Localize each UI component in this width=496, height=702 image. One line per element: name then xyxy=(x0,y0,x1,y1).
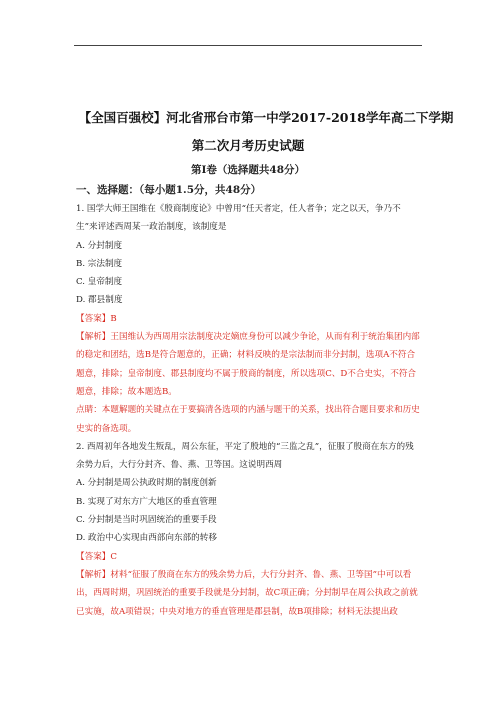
option-b: B. 宗法制度 xyxy=(76,258,123,269)
questions-content xyxy=(76,200,422,621)
option-d: D. 政治中心实现由西部向东部的转移 xyxy=(76,533,217,544)
answer-label: 【答案】C xyxy=(76,551,117,562)
tip-text: 点睛：本题解题的关键点在于要搞清各选项的内涵与题干的关系，找出符合题目要求和历史史实的备选项。 xyxy=(76,405,420,434)
answer-label: 【答案】B xyxy=(76,313,117,324)
header-rule xyxy=(74,45,422,46)
option-b: B. 实现了对东方广大地区的垂直管理 xyxy=(76,496,217,507)
document-subtitle: 第二次月考历史试题 xyxy=(191,138,305,153)
option-a: A. 分封制是周公执政时期的制度创新 xyxy=(76,478,217,489)
option-c: C. 皇帝制度 xyxy=(76,277,123,288)
option-d: D. 郡县制度 xyxy=(76,295,123,306)
question-stem: 2. 西周初年各地发生叛乱，周公东征，平定了殷地的“三监之乱”，征服了殷商在东方的残余势力后，大行分封齐、鲁、燕、卫等国。这说明西周 xyxy=(76,441,414,471)
question-stem: 1. 国学大师王国维在《殷商制度论》中曾用“任天者定，任人者争；定之以天，争乃不生”来评述西周某一政治制度，该制度是 xyxy=(76,204,401,233)
analysis-text: 【解析】王国维认为西周用宗法制度决定嫡庶身份可以减少争论，从而有利于统治集团内部的稳定和团结，选B是符合题意的，正确；材料反映的是宗法制而非分封制，选项A不符合题意，排除；皇帝制度、郡县制度均不属于殷商的制度，所以选项C、D不合史实，不符合题意，排除；故本题选B。 xyxy=(76,332,420,397)
option-a: A. 分封制度 xyxy=(76,240,123,251)
section-heading: 一、选择题：（每小题1.5分，共48分） xyxy=(76,184,262,196)
analysis-text: 【解析】材料“征服了殷商在东方的残余势力后，大行分封齐、鲁、燕、卫等国”中可以看出，西周时期，巩固统治的重要手段就是分封制，故C项正确；分封制早在周公执政之前就已实施，故A项错误；中央对地方的垂直管理是郡县制，故B项排除；材料无法提出政 xyxy=(76,569,418,617)
document-title: 【全国百强校】河北省邢台市第一中学2017-2018学年高二下学期 xyxy=(78,110,454,125)
part-heading: 第I卷（选择题共48分） xyxy=(190,164,306,176)
option-c: C. 分封制是当时巩固统治的重要手段 xyxy=(76,515,217,526)
